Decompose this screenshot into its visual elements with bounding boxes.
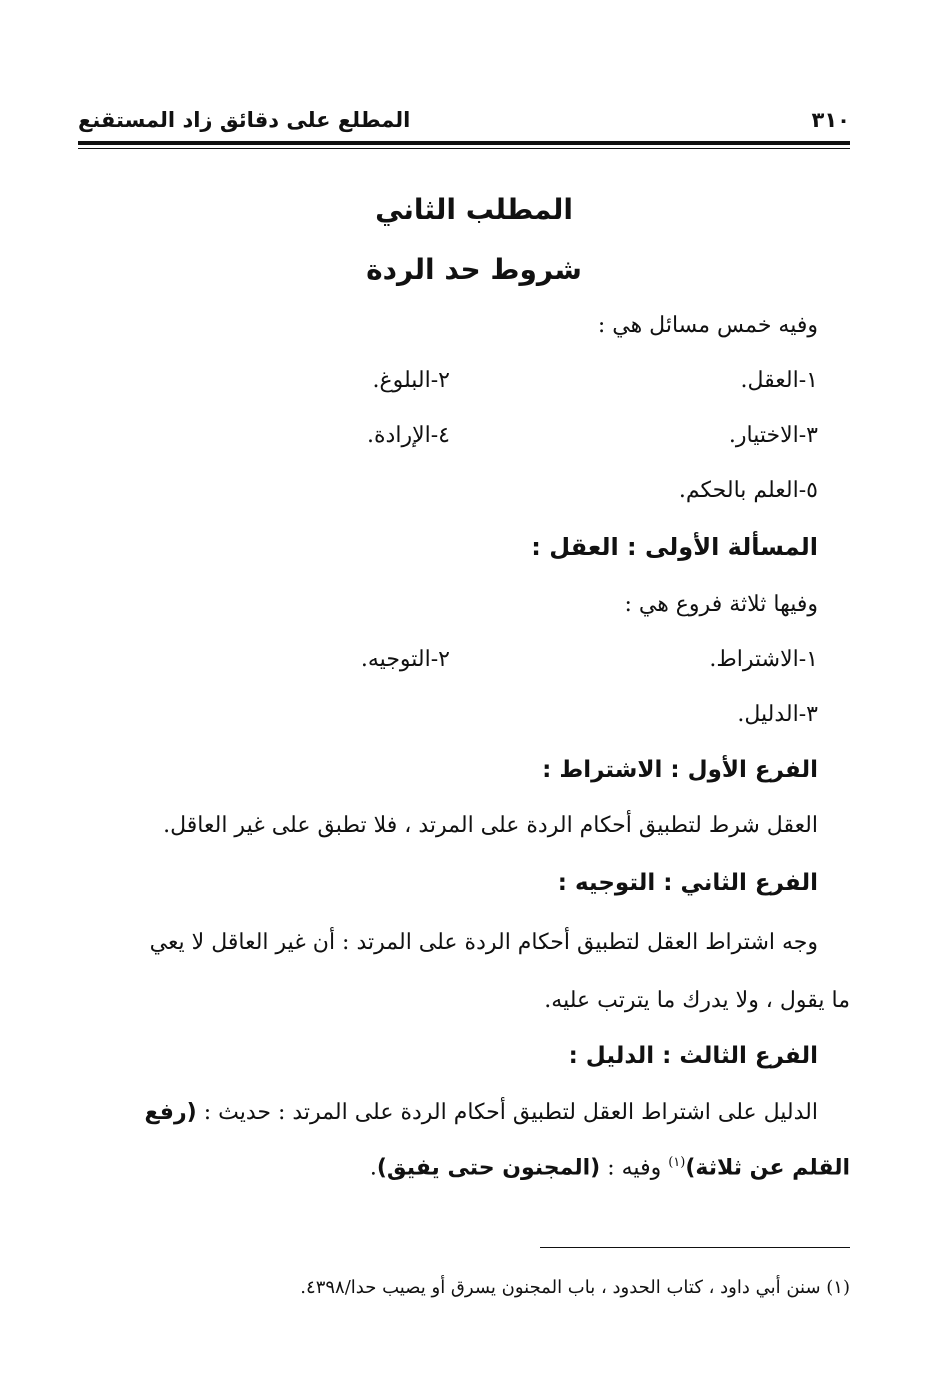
footnote: (١) سنن أبي داود ، كتاب الحدود ، باب المجنون يسرق أو يصيب حدا/٤٣٩٨. [300,1277,850,1298]
evidence-text: الدليل على اشتراط العقل لتطبيق أحكام الردة على المرتد : حديث : [203,1100,818,1125]
book-title: المطلع على دقائق زاد المستقنع [78,108,411,132]
branch-heading: الفرع الثالث : الدليل : [568,1043,818,1069]
evidence-text: . [369,1155,377,1181]
body-paragraph: ما يقول ، ولا يدرك ما يترتب عليه. [544,988,850,1013]
issue-heading: المسألة الأولى : العقل : [531,533,818,561]
body-paragraph: وجه اشتراط العقل لتطبيق أحكام الردة على المرتد : أن غير العاقل لا يعي [149,930,818,955]
issue-intro: وفيها ثلاثة فروع هي : [624,592,818,617]
condition-item: ١-العقل. [740,368,818,393]
hadith-quote: (المجنون حتى يفيق) [376,1155,601,1181]
hadith-quote: (رفع [144,1100,197,1125]
body-paragraph [370,1155,850,1180]
footnote-marker: (١) [668,1155,686,1170]
condition-item: ٣-الاختيار. [728,423,818,448]
intro-text: وفيه خمس مسائل هي : [597,313,818,338]
header-rule-thin [78,148,850,149]
page-number: ٣١٠ [811,108,850,132]
page-header [78,108,850,140]
hadith-quote: القلم عن ثلاثة) [685,1155,850,1181]
header-rule-thick [78,141,850,145]
section-title: المطلب الثاني [375,193,573,226]
branch-item: ١-الاشتراط. [709,647,818,672]
condition-item: ٥-العلم بالحكم. [678,478,818,503]
branch-heading: الفرع الثاني : التوجيه : [557,870,818,896]
body-paragraph [80,1100,818,1125]
body-paragraph: العقل شرط لتطبيق أحكام الردة على المرتد ، فلا تطبق على غير العاقل. [163,813,818,838]
evidence-text: وفيه : [607,1155,669,1181]
branch-item: ٢-التوجيه. [360,647,450,672]
condition-item: ٤-الإرادة. [367,423,450,448]
footnote-separator [540,1247,850,1248]
condition-item: ٢-البلوغ. [372,368,450,393]
branch-heading: الفرع الأول : الاشتراط : [542,757,818,783]
branch-item: ٣-الدليل. [737,702,818,727]
section-subtitle: شروط حد الردة [366,253,582,286]
